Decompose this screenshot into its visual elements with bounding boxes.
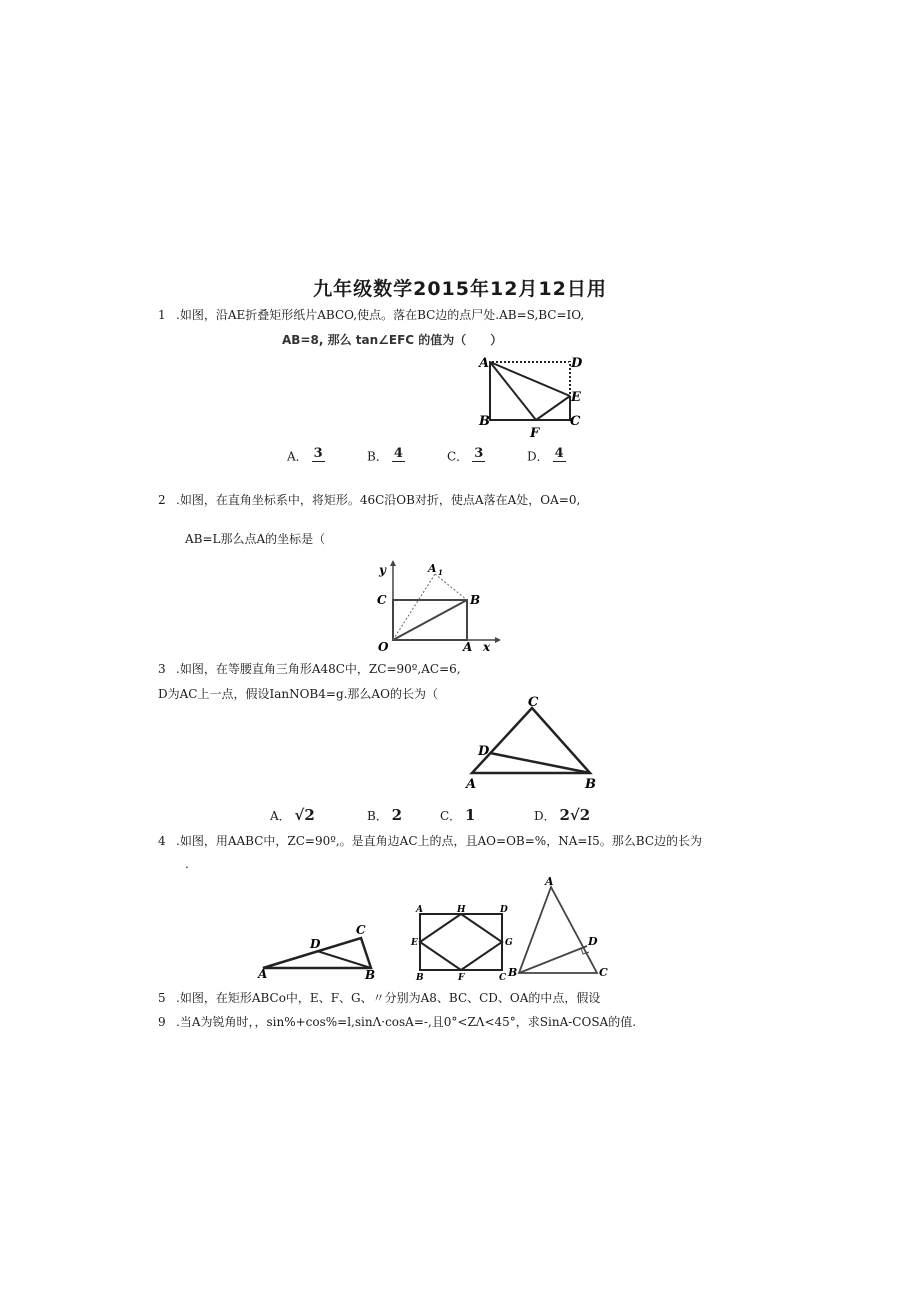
question-text: .当A为锐角时，，sin%+cos%=l,sinΛ·cosA=-,且0°<ZΛ<45°，求SinA-COSA的值. — [176, 1015, 637, 1029]
label-f: F — [530, 426, 540, 440]
question-number: 3 — [158, 662, 166, 676]
rect-abcd — [420, 914, 502, 970]
q3-option-c[interactable]: C． 1 — [440, 806, 476, 824]
q3-option-a[interactable]: A． √2 — [270, 806, 315, 824]
q1-option-a[interactable]: A． 3 — [287, 446, 323, 464]
label-g: G — [505, 938, 513, 948]
segment-a1b — [435, 574, 467, 600]
label-x: x — [483, 640, 491, 653]
q1-option-d[interactable]: D． 4 — [527, 446, 564, 464]
figure-q2-coordinate — [365, 558, 505, 653]
label-a: A — [463, 640, 473, 653]
label-y: y — [379, 563, 386, 577]
triangle-abc — [519, 887, 597, 973]
label-c: C — [356, 923, 366, 937]
question-4-subline: . — [185, 857, 189, 871]
question-number: 5 — [158, 991, 166, 1005]
label-c: C — [499, 973, 507, 982]
label-c: C — [528, 695, 539, 710]
label-a: A — [479, 356, 490, 371]
figure-q5-rectangle — [410, 900, 520, 982]
question-2-subline: AB=L那么点A的坐标是（ — [185, 532, 326, 546]
label-e: E — [411, 938, 418, 948]
label-e: E — [571, 390, 581, 405]
rhombus-efgh — [420, 914, 502, 970]
label-b: B — [508, 966, 518, 979]
label-a: A — [466, 777, 477, 791]
q3-option-b[interactable]: B． 2 — [367, 806, 403, 824]
label-d: D — [588, 935, 598, 948]
label-a1-sub: 1 — [438, 568, 443, 577]
label-b: B — [365, 968, 376, 980]
figure-q1-rectangle — [470, 350, 590, 440]
label-b: B — [416, 973, 424, 982]
label-d: D — [310, 937, 321, 951]
label-a: A — [545, 875, 554, 888]
label-d: D — [571, 356, 583, 371]
segment-oa1 — [393, 574, 435, 640]
altitude-bd — [519, 946, 587, 973]
question-2 — [158, 492, 580, 508]
figure-q3-triangle — [460, 693, 605, 791]
label-d: D — [478, 744, 490, 759]
question-number: 1 — [158, 308, 166, 322]
label-a1: A — [428, 562, 437, 575]
question-3-subline: D为AC上一点，假设IanNOB4=g.那么AO的长为（ — [158, 687, 438, 701]
label-o: O — [378, 640, 389, 653]
label-c: C — [570, 414, 581, 429]
label-b: B — [479, 414, 490, 429]
segment-db — [317, 951, 371, 968]
label-h: H — [457, 905, 466, 915]
q1-option-b[interactable]: B． 4 — [367, 446, 403, 464]
question-3 — [158, 661, 461, 677]
fold-line-ae — [490, 362, 570, 396]
figure-q9-triangle — [505, 873, 615, 983]
question-5 — [158, 990, 600, 1006]
question-4 — [158, 833, 702, 849]
label-f: F — [458, 973, 465, 982]
q1-option-c[interactable]: C． 3 — [447, 446, 484, 464]
label-b: B — [470, 593, 481, 607]
question-text: .如图，用AABC中，ZC=90º,。是直角边AC上的点，且AO=OB=%，NA=I5。那么BC边的长为 — [176, 834, 703, 848]
question-1-subline: AB=8, 那么 tan∠EFC 的值为（ ） — [282, 333, 503, 347]
question-text: .如图，沿AE折叠矩形纸片ABCO,使点。落在BC边的点尸处.AB=S,BC=IO, — [176, 308, 585, 322]
label-a: A — [416, 905, 423, 915]
q3-option-d[interactable]: D． 2√2 — [534, 806, 591, 824]
label-c: C — [377, 593, 387, 607]
segment-fe — [536, 396, 570, 420]
question-number: 9 — [158, 1015, 166, 1029]
question-9 — [158, 1014, 636, 1030]
label-b: B — [585, 777, 596, 791]
question-number: 2 — [158, 493, 166, 507]
question-text: .如图，在直角坐标系中，将矩形。46C沿OB对折，使点A落在A处，OA=0, — [176, 493, 581, 507]
question-text: .如图，在等腰直角三角形A48C中，ZC=90º,AC=6, — [176, 662, 461, 676]
question-text: .如图，在矩形ABCo中，E、F、G、〃分别为A8、BC、CD、OA的中点，假设 — [176, 991, 601, 1005]
triangle-abc — [472, 708, 590, 773]
question-number: 4 — [158, 834, 166, 848]
question-1 — [158, 307, 584, 323]
label-a: A — [258, 967, 268, 980]
label-d: D — [500, 905, 508, 915]
page-title: 九年级数学2015年12月12日用 — [313, 278, 607, 300]
diagonal-ob — [393, 600, 467, 640]
figure-q4-triangle — [255, 918, 380, 980]
label-c: C — [599, 966, 608, 979]
